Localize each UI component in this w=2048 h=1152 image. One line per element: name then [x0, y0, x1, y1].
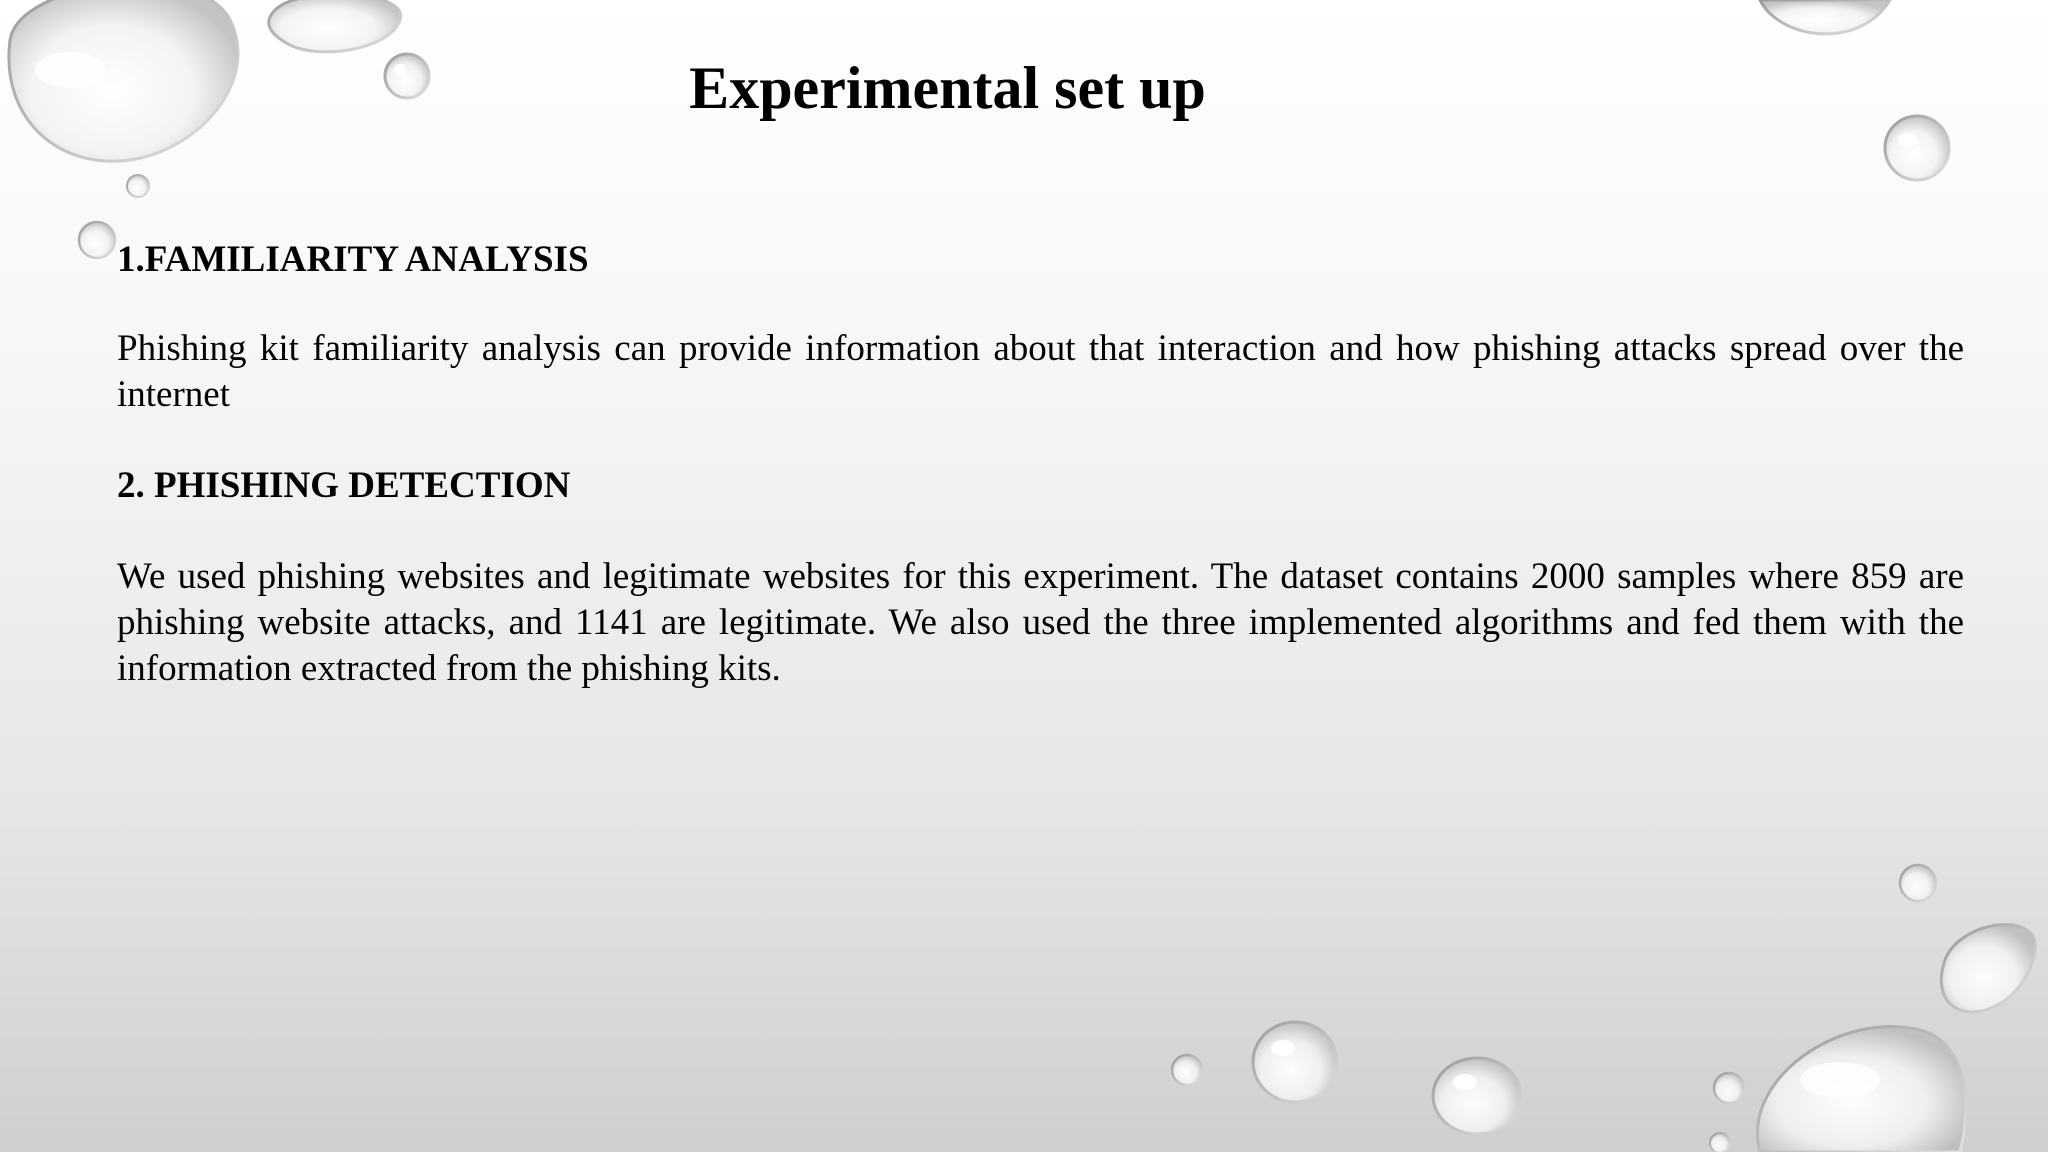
droplet [1757, 1027, 1965, 1152]
section-body-phishing-detection: We used phishing websites and legitimate websites for this experiment. The dataset contains 2000 samples where 859 are phishing website attacks, and 1141 are legitimate. We also used the three implemented algorithms and fed them with the information extracted from the phishing kits. [117, 556, 1964, 689]
section-body-familiarity-analysis: Phishing kit familiarity analysis can provide information about that interaction and how phishing attacks spread over the internet [117, 328, 1964, 415]
droplet [1760, 0, 1890, 34]
section-heading-familiarity-analysis: 1.FAMILIARITY ANALYSIS [117, 239, 589, 280]
droplet [1900, 865, 1936, 901]
section-heading-phishing-detection: 2. PHISHING DETECTION [117, 465, 571, 506]
droplet [1433, 1058, 1521, 1134]
droplet [269, 0, 401, 52]
droplet [79, 222, 115, 258]
droplet [1941, 925, 2035, 1012]
slide-content [117, 236, 1964, 692]
droplet [1710, 1133, 1730, 1152]
droplet [1714, 1073, 1744, 1103]
slide-title: Experimental set up [689, 55, 1206, 121]
droplet [1253, 1022, 1337, 1102]
droplet [127, 175, 149, 197]
droplet [1172, 1055, 1202, 1085]
